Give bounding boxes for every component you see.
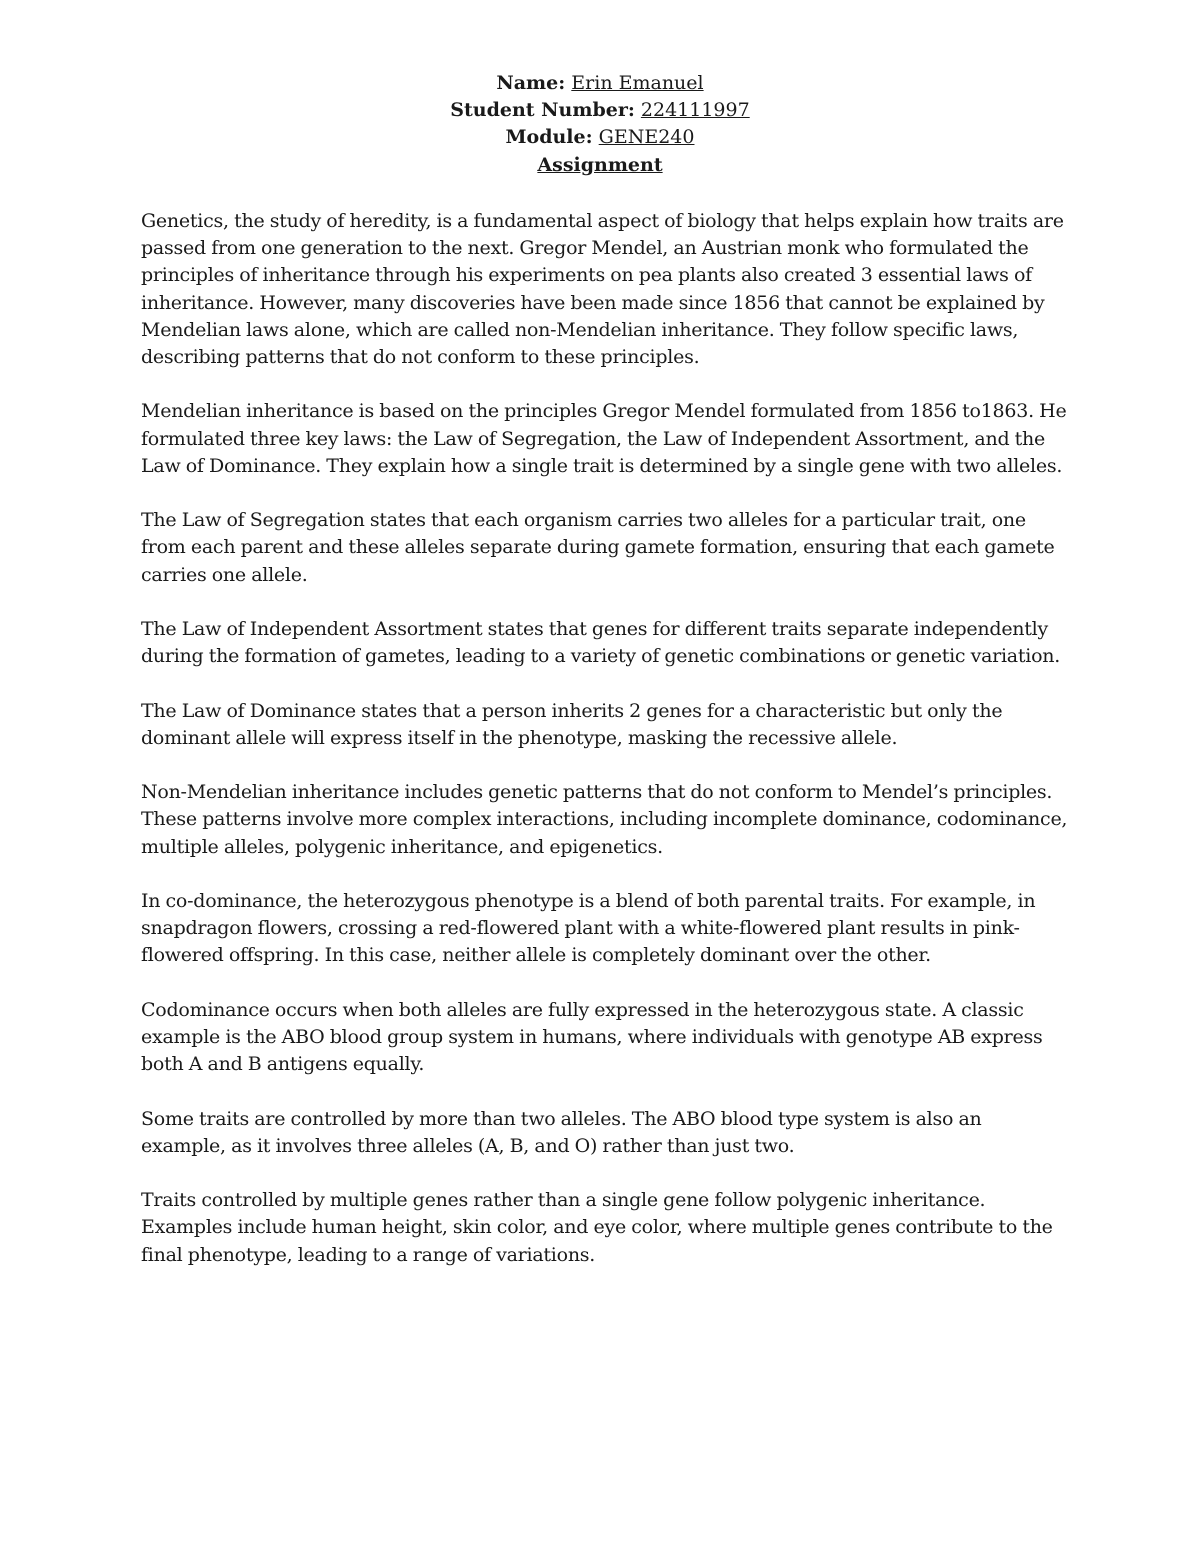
paragraph-law-of-independent-assortment: The Law of Independent Assortment states that genes for different traits separate independently during the formation of gametes, leading to a variety of genetic combinations or genetic variation. bbox=[141, 618, 1061, 668]
document-body bbox=[141, 208, 1071, 1296]
paragraph-law-of-segregation: The Law of Segregation states that each organism carries two alleles for a particular trait, one from each parent and these alleles separate during gamete formation, ensuring that each gamete carries one allele. bbox=[141, 509, 1055, 586]
document-header bbox=[0, 70, 1200, 179]
paragraph-non-mendelian-inheritance: Non-Mendelian inheritance includes genetic patterns that do not conform to Mendel’s principles. These patterns involve more complex interactions, including incomplete dominance, codominance, multiple alleles, polygenic inheritance, and epigenetics. bbox=[141, 781, 1068, 858]
paragraph-incomplete-dominance: In co-dominance, the heterozygous phenotype is a blend of both parental traits. For example, in snapdragon flowers, crossing a red-flowered plant with a white-flowered plant results in pink-flowered offspring. In this case, neither allele is completely dominant over the other. bbox=[141, 889, 1036, 967]
paragraph-codominance: Codominance occurs when both alleles are fully expressed in the heterozygous state. A classic example is the ABO blood group system in humans, where individuals with genotype AB express both A and B antigens equally. bbox=[141, 998, 1043, 1076]
student-number-line bbox=[0, 97, 1200, 124]
module-line bbox=[0, 124, 1200, 151]
paragraph-law-of-dominance: The Law of Dominance states that a person inherits 2 genes for a characteristic but only the dominant allele will express itself in the phenotype, masking the recessive allele. bbox=[141, 699, 1003, 749]
name-label: Name: bbox=[496, 72, 566, 94]
paragraph-mendelian-inheritance: Mendelian inheritance is based on the principles Gregor Mendel formulated from 1856 to1863. He formulated three key laws: the Law of Segregation, the Law of Independent Assortment, and the Law of Dominance. They explain how a single trait is determined by a single gene with two alleles. bbox=[141, 400, 1067, 477]
paragraph-multiple-alleles: Some traits are controlled by more than two alleles. The ABO blood type system is also an example, as it involves three alleles (A, B, and O) rather than just two. bbox=[141, 1107, 982, 1157]
student-number-label: Student Number: bbox=[450, 99, 635, 122]
name-value: Erin Emanuel bbox=[571, 72, 704, 94]
paragraph-introduction: Genetics, the study of heredity, is a fundamental aspect of biology that helps explain how traits are passed from one generation to the next. Gregor Mendel, an Austrian monk who formulated the principles of inheritance through his experiments on pea plants also created 3 essential laws of inheritance. However, many discoveries have been made since 1856 that cannot be explained by Mendelian laws alone, which are called non-Mendelian inheritance. They follow specific laws, describing patterns that do not conform to these principles. bbox=[141, 210, 1064, 369]
name-line bbox=[0, 70, 1200, 97]
paragraph-polygenic-inheritance: Traits controlled by multiple genes rather than a single gene follow polygenic inheritance. Examples include human height, skin color, and eye color, where multiple genes contribute to the final phenotype, leading to a range of variations. bbox=[141, 1189, 1053, 1266]
document-title: Assignment bbox=[537, 153, 663, 176]
student-number-value: 224111997 bbox=[640, 99, 750, 122]
module-value: GENE240 bbox=[598, 126, 695, 149]
module-label: Module: bbox=[505, 126, 593, 149]
